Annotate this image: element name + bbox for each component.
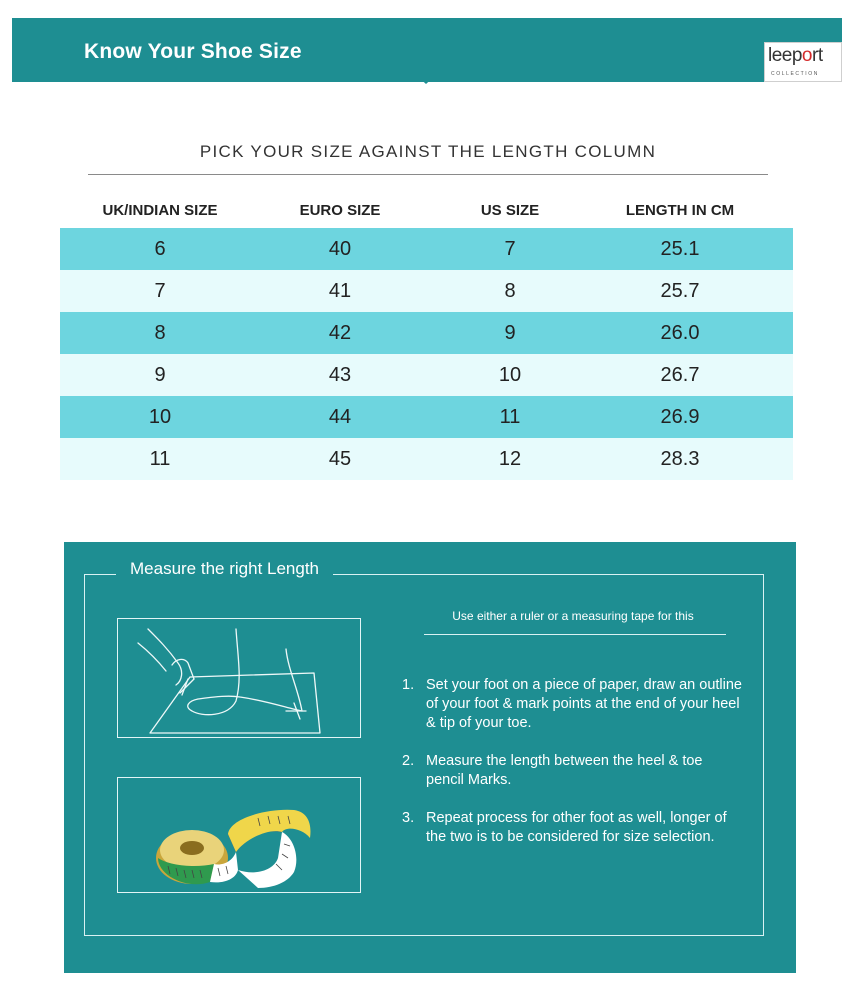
measuring-tape-illustration <box>117 777 361 893</box>
step-number: 2. <box>402 753 415 769</box>
cell-length-cm: 25.1 <box>660 238 700 260</box>
step-text: Repeat process for other foot as well, longer of the two is to be considered for size selection. <box>426 810 727 845</box>
cell-euro-size: 41 <box>328 280 352 302</box>
logo-accent-letter: o <box>801 45 812 66</box>
measuring-tip: Use either a ruler or a measuring tape for this <box>452 609 694 623</box>
instruction-step <box>402 676 742 733</box>
cell-us-size: 9 <box>504 322 516 344</box>
step-text: Set your foot on a piece of paper, draw an outline of your foot & mark points at the end of your heel & tip of your toe. <box>426 677 742 731</box>
header-pointer <box>404 64 448 84</box>
column-header-euro: EURO SIZE <box>299 202 381 219</box>
size-table-header <box>60 200 793 222</box>
cell-us-size: 7 <box>504 238 516 260</box>
table-instruction: PICK YOUR SIZE AGAINST THE LENGTH COLUMN <box>199 142 657 161</box>
table-row <box>60 228 793 270</box>
cell-uk-size: 7 <box>154 280 166 302</box>
tip-divider <box>424 634 726 635</box>
cell-us-size: 12 <box>498 448 522 470</box>
cell-length-cm: 26.0 <box>660 322 700 344</box>
cell-euro-size: 42 <box>328 322 352 344</box>
cell-length-cm: 25.7 <box>660 280 700 302</box>
table-row <box>60 312 793 354</box>
foot-tracing-illustration <box>117 618 361 738</box>
cell-uk-size: 6 <box>154 238 166 260</box>
logo-wordmark: leeport <box>768 45 823 66</box>
foot-drawing-icon <box>118 619 360 737</box>
cell-euro-size: 45 <box>328 448 352 470</box>
table-row <box>60 438 793 480</box>
column-header-length: LENGTH IN CM <box>625 202 735 219</box>
page-title: Know Your Shoe Size <box>84 40 302 63</box>
logo-subtext: COLLECTION <box>771 71 819 77</box>
table-row <box>60 270 793 312</box>
table-row <box>60 354 793 396</box>
cell-length-cm: 26.9 <box>660 406 700 428</box>
measure-panel <box>64 542 796 973</box>
divider <box>88 174 768 175</box>
measuring-tape-icon <box>118 778 360 892</box>
cell-length-cm: 26.7 <box>660 364 700 386</box>
instruction-list <box>402 676 742 866</box>
column-header-us: US SIZE <box>480 202 540 219</box>
brand-logo <box>764 42 842 82</box>
cell-us-size: 8 <box>504 280 516 302</box>
step-number: 3. <box>402 810 415 826</box>
size-table <box>60 228 793 480</box>
cell-uk-size: 8 <box>154 322 166 344</box>
cell-uk-size: 10 <box>148 406 172 428</box>
step-number: 1. <box>402 677 415 693</box>
instruction-step <box>402 752 742 790</box>
measure-title: Measure the right Length <box>116 559 333 579</box>
step-text: Measure the length between the heel & toe pencil Marks. <box>426 753 703 788</box>
cell-us-size: 11 <box>499 406 521 428</box>
table-row <box>60 396 793 438</box>
cell-euro-size: 44 <box>328 406 352 428</box>
instruction-step <box>402 809 742 847</box>
cell-uk-size: 11 <box>149 448 171 470</box>
column-header-uk: UK/INDIAN SIZE <box>102 202 218 219</box>
cell-us-size: 10 <box>498 364 522 386</box>
cell-uk-size: 9 <box>154 364 166 386</box>
cell-length-cm: 28.3 <box>660 448 700 470</box>
cell-euro-size: 43 <box>328 364 352 386</box>
cell-euro-size: 40 <box>328 238 352 260</box>
